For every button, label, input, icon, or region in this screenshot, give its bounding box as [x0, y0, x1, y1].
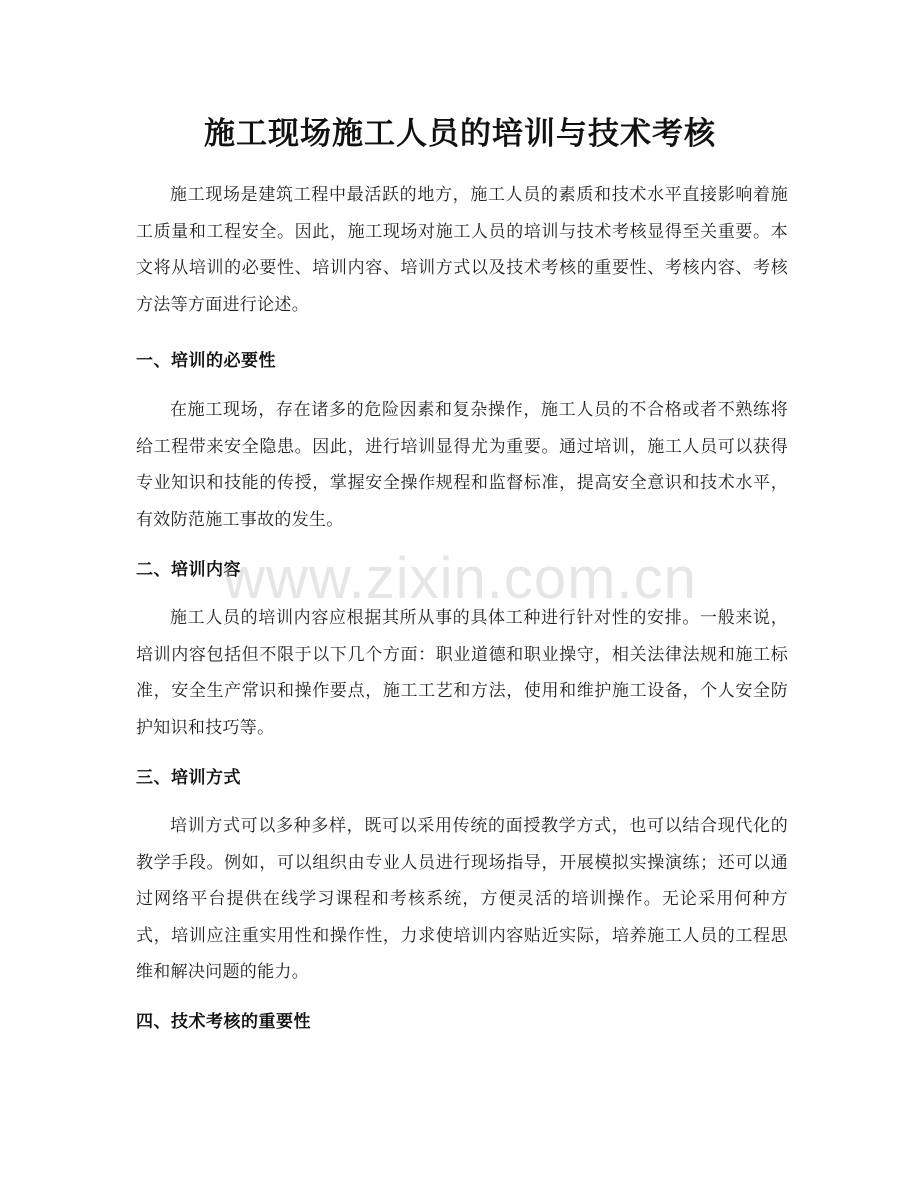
section-heading-4: 四、技术考核的重要性 [136, 1012, 311, 1032]
section-body-3: 培训方式可以多种多样，既可以采用传统的面授教学方式，也可以结合现代化的教学手段。例如，可以组织由专业人员进行现场指导，开展模拟实操演练；还可以通过网络平台提供在线学习课程和考核系统，方便灵活的培训操作。无论采用何种方式，培训应注重实用性和操作性，力求使培训内容贴近实际，培养施工人员的工程思维和解决问题的能力。 [136, 816, 788, 982]
intro-paragraph: 施工现场是建筑工程中最活跃的地方，施工人员的素质和技术水平直接影响着施工质量和工程安全。因此，施工现场对施工人员的培训与技术考核显得至关重要。本文将从培训的必要性、培训内容、培训方式以及技术考核的重要性、考核内容、考核方法等方面进行论述。 [136, 185, 788, 315]
document-title: 施工现场施工人员的培训与技术考核 [204, 116, 716, 152]
section-heading-2: 二、培训内容 [136, 560, 241, 580]
section-heading-1: 一、培训的必要性 [136, 351, 276, 371]
watermark: www.zixin.com.cn [223, 546, 697, 611]
section-body-2: 施工人员的培训内容应根据其所从事的具体工种进行针对性的安排。一般来说，培训内容包括但不限于以下几个方面：职业道德和职业操守，相关法律法规和施工标准，安全生产常识和操作要点，施工工艺和方法，使用和维护施工设备，个人安全防护知识和技巧等。 [136, 608, 788, 738]
section-heading-3: 三、培训方式 [136, 768, 241, 788]
section-body-1: 在施工现场，存在诸多的危险因素和复杂操作，施工人员的不合格或者不熟练将给工程带来安全隐患。因此，进行培训显得尤为重要。通过培训，施工人员可以获得专业知识和技能的传授，掌握安全操作规程和监督标准，提高安全意识和技术水平，有效防范施工事故的发生。 [136, 400, 788, 530]
